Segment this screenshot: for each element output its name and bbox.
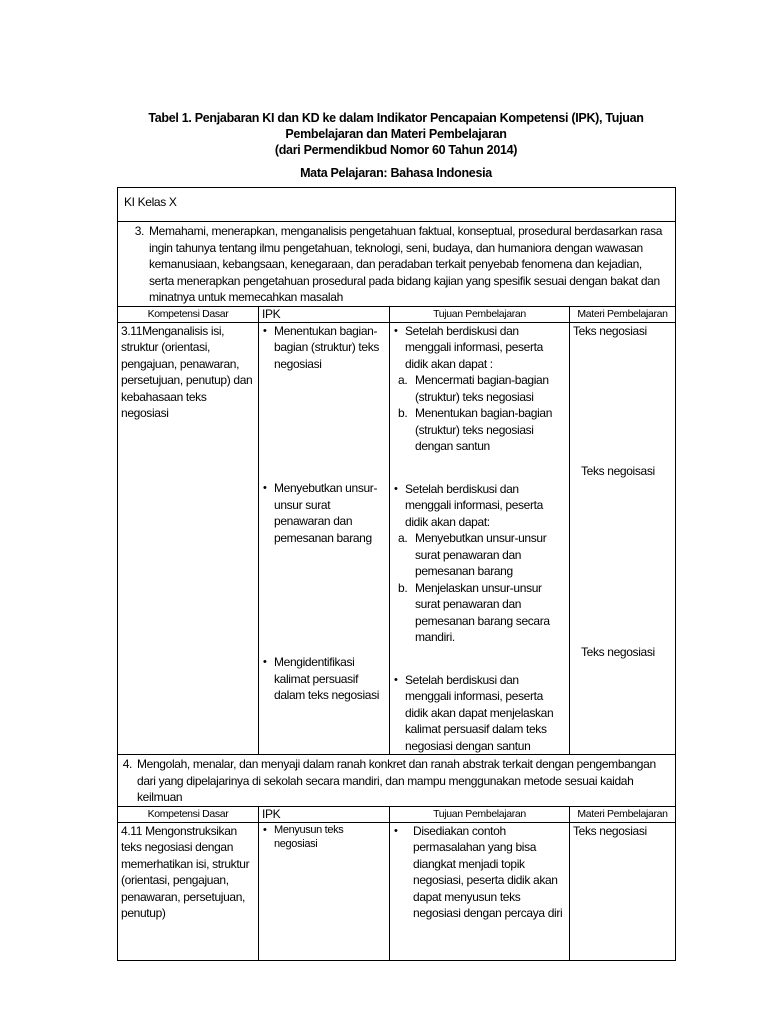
tujuan-cell-2 [390,822,570,960]
materi-cell [570,322,676,755]
column-header-row-2 [118,806,676,822]
ipk-cell [259,322,390,755]
tujuan-item-4: • Disediakan contoh permasalahan yang bisa diangkat menjadi topik negosiasi, peserta didik akan dapat menyusun teks negosiasi dengan percaya diri [393,823,566,922]
col-header-ipk: IPK [259,306,390,322]
kd3-cell [118,322,259,755]
ipk-item-2: • Menyebutkan unsur-unsur surat penawaran dan pemesanan barang [262,480,386,546]
kd4-number: 4.11 [121,823,143,838]
ki3-number: 3. [134,224,144,238]
ki-header-cell: KI Kelas X [118,188,676,222]
ki3-cell [118,222,676,307]
kd3-row [118,322,676,755]
column-header-row [118,306,676,322]
ipk-cell-2 [259,822,390,960]
col-header-ipk-2: IPK [259,806,390,822]
title-line-2: Pembelajaran dan Materi Pembelajaran [285,127,507,141]
tujuan-cell [390,322,570,755]
col-header-kd: Kompetensi Dasar [118,306,259,322]
ki4-row [118,755,676,807]
ki-header-row [118,188,676,222]
ki3-row [118,222,676,307]
materi-item-1: Teks negosiasi [573,323,647,338]
ki4-number: 4. [122,757,132,771]
materi-item-2: Teks negoisasi [581,464,655,478]
tujuan-intro-3: • Setelah berdiskusi dan menggali informasi, peserta didik akan dapat menjelaskan kalimat persuasif dalam teks negosiasi dengan santun [393,672,566,755]
col-header-tujuan: Tujuan Pembelajaran [390,306,570,322]
tujuan-item-1b: b. Menentukan bagian-bagian (struktur) teks negosiasi dengan santun [398,406,553,453]
col-header-materi-2: Materi Pembelajaran [570,806,676,822]
ki4-text: Mengolah, menalar, dan menyaji dalam ranah konkret dan ranah abstrak terkait dengan pengembangan dari yang dipelajarinya di sekolah secara mandiri, dan mampu menggunakan metode sesuai kaidah keilmuan [137,757,656,804]
materi-item-3: Teks negosiasi [581,644,655,659]
kd4-cell [118,822,259,960]
tujuan-item-2a: a. Menyebutkan unsur-unsur surat penawaran dan pemesanan barang [398,531,547,578]
title-line-3: (dari Permendikbud Nomor 60 Tahun 2014) [274,143,518,157]
col-header-tujuan-2: Tujuan Pembelajaran [390,806,570,822]
tujuan-intro-1: • Setelah berdiskusi dan menggali informasi, peserta didik akan dapat : [393,323,566,373]
kd4-text: Mengonstruksikan teks negosiasi dengan memerhatikan isi, struktur (orientasi, pengajuan, penawaran, persetujuan, penutup) [121,823,250,920]
ipk-item-4: • Menyusun teks negosiasi [262,823,386,851]
ipk-item-1: • Menentukan bagian-bagian (struktur) teks negosiasi [262,323,386,373]
materi-cell-2: Teks negosiasi [570,822,676,960]
col-header-kd-2: Kompetensi Dasar [118,806,259,822]
tujuan-intro-2: • Setelah berdiskusi dan menggali informasi, peserta didik akan dapat: [393,481,566,531]
subject-heading: Mata Pelajaran: Bahasa Indonesia [300,166,492,180]
ki4-cell [118,755,676,807]
competency-table [117,187,676,961]
title-line-1: Tabel 1. Penjabaran KI dan KD ke dalam Indikator Pencapaian Kompetensi (IPK), Tujuan [148,111,644,125]
document-title [118,110,674,158]
ki3-text: Memahami, menerapkan, menganalisis pengetahuan faktual, konseptual, prosedural berdasarkan rasa ingin tahunya tentang ilmu pengetahuan, teknologi, seni, budaya, dan humaniora dengan wawasan kemanusiaan, kebangsaan, kenegaraan, dan peradaban terkait penyebab fenomena dan kejadian, serta menerapkan pengetahuan prosedural pada bidang kajian yang spesifik sesuai dengan bakat dan minatnya untuk memecahkan masalah [149,224,663,304]
tujuan-item-1a: a. Mencermati bagian-bagian (struktur) teks negosiasi [398,373,549,404]
kd3-text: 3.11Menganalisis isi, struktur (orientasi, pengajuan, penawaran, persetujuan, penutup) dan kebahasaan teks negosiasi [121,323,253,420]
kd4-row [118,822,676,960]
tujuan-item-2b: b. Menjelaskan unsur-unsur surat penawaran dan pemesanan barang secara mandiri. [398,580,550,644]
col-header-materi: Materi Pembelajaran [570,306,676,322]
ipk-item-3: • Mengidentifikasi kalimat persuasif dalam teks negosiasi [262,654,386,704]
